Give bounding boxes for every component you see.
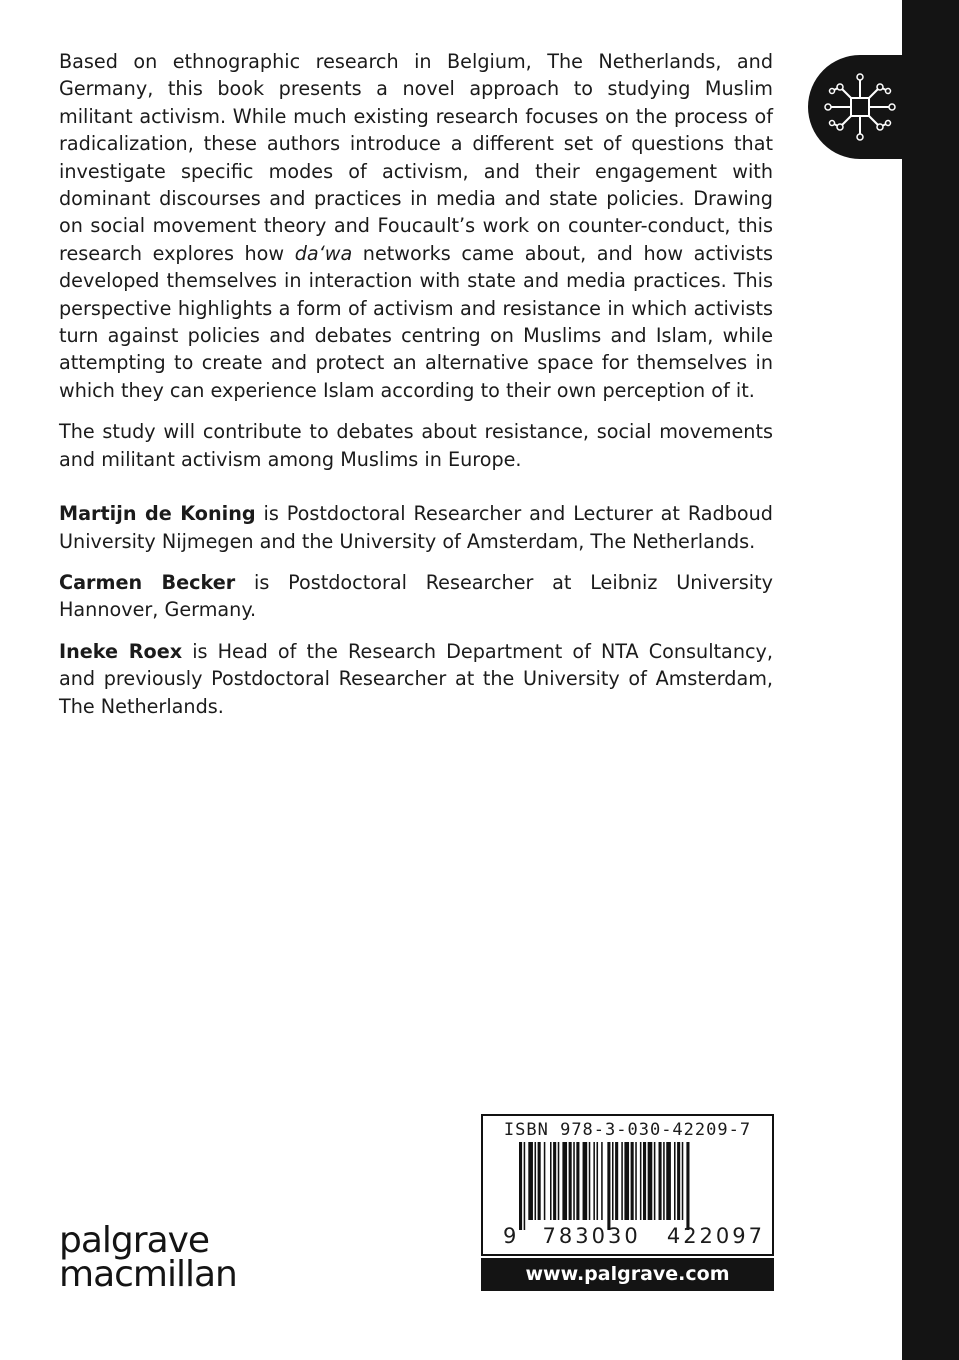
author-name: Carmen Becker	[59, 570, 236, 594]
barcode-bar	[654, 1142, 656, 1220]
ean-digits	[503, 1224, 765, 1248]
isbn-barcode-box	[481, 1114, 774, 1256]
barcode-bar	[601, 1142, 603, 1220]
barcode-bar	[573, 1142, 575, 1220]
network-node-icon	[822, 69, 898, 145]
author-name: Martijn de Koning	[59, 502, 256, 526]
barcode-bar	[558, 1142, 560, 1220]
author-bio: Carmen Becker is Postdoctoral Researcher at Leibniz University Hannover, Germany.	[59, 570, 773, 622]
barcode-bar	[663, 1142, 665, 1220]
barcode-bar	[550, 1142, 552, 1220]
barcode-bar	[666, 1142, 671, 1220]
barcode-bar	[553, 1142, 556, 1220]
barcode-bar	[659, 1142, 662, 1220]
barcode-bar	[607, 1142, 610, 1230]
spine-bar	[902, 0, 959, 1360]
ean-group-2: 422097	[666, 1224, 765, 1248]
barcode-bar	[648, 1142, 653, 1220]
barcode-bar	[528, 1142, 533, 1220]
barcode-bar	[597, 1142, 599, 1220]
description-paragraph-2: The study will contribute to debates about resistance, social movements and militant activism among Muslims in Europe.	[59, 420, 773, 471]
barcode-bar	[593, 1142, 595, 1220]
logo-line-1: palgrave	[59, 1220, 210, 1261]
barcode-bar	[562, 1142, 567, 1220]
ean-group-1: 783030	[542, 1224, 641, 1248]
description-paragraph: Based on ethnographic research in Belgium, The Netherlands, and Germany, this book presents a novel approach to studying Muslim militant activism. While much existing research focuses on the process of radicalization, these authors introduce a different set of questions that investigate specific modes of activism, and their engagement with dominant discourses and practices in media and state policies. Drawing on social movement theory and Foucault’s work on counter-conduct, this research explores how da‘wa networks came about, and how activists developed themselves in interaction with state and media practices. This perspective highlights a form of activism and resistance in which activists turn against policies and debates centring on Muslims and Islam, while attempting to create and protect an alternative space for themselves in which they can experience Islam according to their own perception of it.	[59, 50, 773, 402]
barcode-bar	[519, 1142, 522, 1230]
logo-line-2: macmillan	[59, 1254, 237, 1295]
barcode-bar	[538, 1142, 541, 1220]
barcode-bar	[677, 1142, 680, 1220]
barcode-bar	[640, 1142, 642, 1220]
isbn-label: ISBN 978-3-030-42209-7	[503, 1120, 752, 1140]
barcode-bar	[615, 1142, 618, 1220]
barcode-bar	[682, 1142, 684, 1220]
barcode-bar	[624, 1142, 629, 1220]
back-cover-text	[59, 48, 773, 734]
barcode-bar	[621, 1142, 623, 1220]
barcode-bar	[686, 1142, 689, 1230]
publisher-logo	[59, 1220, 237, 1295]
barcode-bar	[631, 1142, 634, 1220]
author-bio: Ineke Roex is Head of the Research Department of NTA Consultancy, and previously Postdoctoral Researcher at the University of Amsterdam, The Netherlands.	[59, 639, 773, 718]
barcode-bar	[576, 1142, 579, 1220]
barcode-bar	[583, 1142, 588, 1220]
barcode	[519, 1142, 745, 1230]
series-tab	[808, 55, 908, 159]
dawa-term: da‘wa	[294, 241, 353, 265]
barcode-bar	[643, 1142, 646, 1220]
barcode-bar	[674, 1142, 676, 1220]
barcode-bar	[544, 1142, 546, 1220]
author-bio: Martijn de Koning is Postdoctoral Researcher and Lecturer at Radboud University Nijmegen and the University of Amsterdam, The Netherlands.	[59, 502, 773, 553]
author-name: Ineke Roex	[59, 639, 183, 663]
barcode-bar	[635, 1142, 637, 1220]
barcode-bar	[569, 1142, 572, 1220]
ean-first-digit: 9	[503, 1224, 517, 1248]
website-url: www.palgrave.com	[481, 1258, 774, 1291]
barcode-bar	[589, 1142, 591, 1220]
barcode-bar	[535, 1142, 537, 1220]
barcode-bar	[524, 1142, 526, 1230]
barcode-bar	[612, 1142, 614, 1220]
